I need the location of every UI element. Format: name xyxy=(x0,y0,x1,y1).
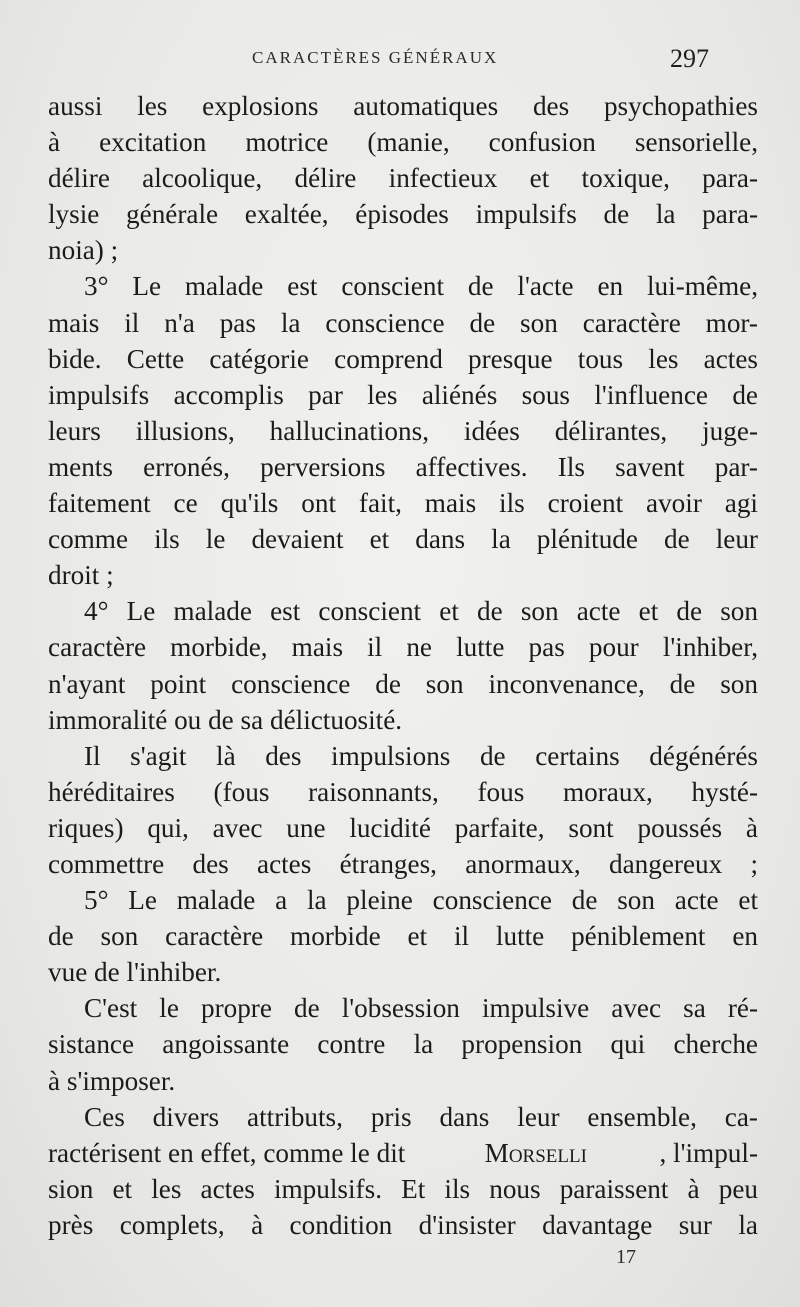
text-line: 4° Le malade est conscient et de son acte et de son xyxy=(84,596,758,627)
text-line: faitement ce qu'ils ont fait, mais ils croient avoir agi xyxy=(48,488,758,519)
text-line: près complets, à condition d'insister davantage sur la xyxy=(48,1209,758,1240)
text-line: Il s'agit là des impulsions de certains dégénérés xyxy=(84,740,758,771)
text-line: sistance angoissante contre la propension qui cherche xyxy=(48,1029,758,1060)
author-name: Morselli xyxy=(484,1137,587,1168)
text-line: de son caractère morbide et il lutte péniblement en xyxy=(48,921,758,952)
text-line: C'est le propre de l'obsession impulsive avec sa ré- xyxy=(84,993,758,1024)
text-line: immoralité ou de sa délictuosité. xyxy=(48,704,403,735)
signature-mark: 17 xyxy=(616,1246,636,1268)
text-line: sion et les actes impulsifs. Et ils nous paraissent à peu xyxy=(48,1173,758,1204)
text-line: leurs illusions, hallucinations, idées délirantes, juge- xyxy=(48,415,758,446)
text-line: mais il n'a pas la conscience de son caractère mor- xyxy=(48,307,758,338)
text-line: noia) ; xyxy=(48,235,119,266)
text-line: riques) qui, avec une lucidité parfaite, sont poussés à xyxy=(48,812,758,843)
text-line-tail: , l'impul- xyxy=(659,1137,758,1168)
text-line-with-author xyxy=(48,1135,758,1171)
body-text xyxy=(48,88,758,1243)
text-line: 5° Le malade a la pleine conscience de son acte et xyxy=(84,885,758,916)
text-line: Ces divers attributs, pris dans leur ensemble, ca- xyxy=(84,1101,758,1132)
text-line: délire alcoolique, délire infectieux et toxique, para- xyxy=(48,163,758,194)
text-line: à excitation motrice (manie, confusion sensorielle, xyxy=(48,127,758,158)
text-line: lysie générale exaltée, épisodes impulsifs de la para- xyxy=(48,199,758,230)
text-line: 3° Le malade est conscient de l'acte en lui-même, xyxy=(84,271,758,302)
text-line: à s'imposer. xyxy=(48,1065,176,1096)
text-line: aussi les explosions automatiques des psychopathies xyxy=(48,91,758,121)
text-line-head: ractérisent en effet, comme le dit xyxy=(48,1137,413,1168)
text-line: comme ils le devaient et dans la plénitude de leur xyxy=(48,524,758,555)
text-line: commettre des actes étranges, anormaux, dangereux ; xyxy=(48,848,758,879)
text-line: ments erronés, perversions affectives. Ils savent par- xyxy=(48,451,758,482)
text-line: héréditaires (fous raisonnants, fous moraux, hysté- xyxy=(48,776,758,807)
page-number: 297 xyxy=(670,44,709,73)
text-line: vue de l'inhiber. xyxy=(48,957,222,988)
text-line: bide. Cette catégorie comprend presque tous les actes xyxy=(48,343,758,374)
running-head xyxy=(0,44,800,74)
running-title: CARACTÈRES GÉNÉRAUX xyxy=(252,48,499,67)
text-line: impulsifs accomplis par les aliénés sous l'influence de xyxy=(48,379,758,410)
text-line: n'ayant point conscience de son inconvenance, de son xyxy=(48,668,758,699)
text-line: droit ; xyxy=(48,560,114,591)
text-line: caractère morbide, mais il ne lutte pas pour l'inhiber, xyxy=(48,632,758,663)
